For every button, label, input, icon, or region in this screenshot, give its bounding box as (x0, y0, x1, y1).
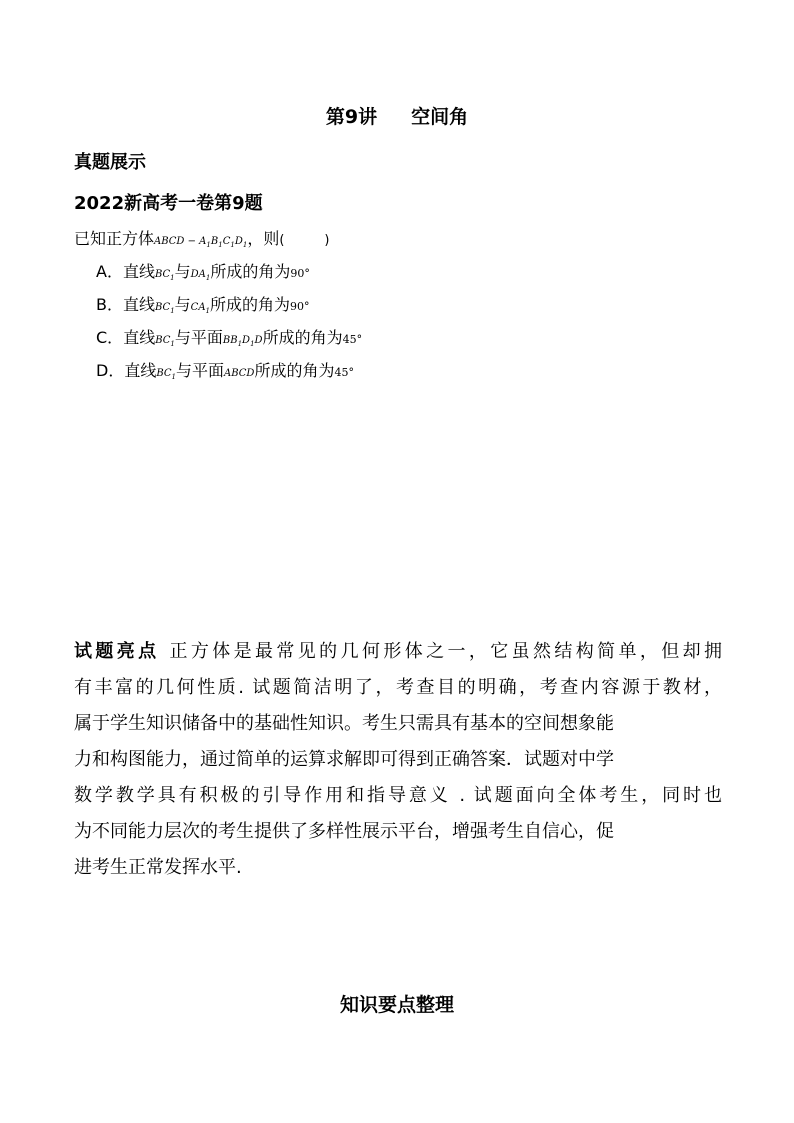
section-heading-knowledge: 知识要点整理 (339, 994, 454, 1016)
option-b: B．直线$BC_1$与$CA_1$所成的角为90° (96, 295, 310, 315)
option-letter: D． (96, 361, 125, 380)
angle-value: 90° (290, 267, 310, 280)
section-heading-real-exam: 真题展示 (74, 152, 146, 173)
math-line-da1: $DA_1$ (190, 269, 211, 282)
math-plane-abcd: ABCD (224, 368, 255, 379)
highlights-label: 试题亮点 (74, 641, 160, 662)
option-letter: A． (96, 262, 123, 281)
highlights-line: 试题亮点 正方体是最常见的几何形体之一，它虽然结构简单，但却拥 (74, 641, 723, 662)
highlights-line: 有丰富的几何性质. 试题简洁明了，考查目的明确，考查内容源于教材， (74, 677, 722, 698)
option-letter: C． (96, 328, 124, 347)
highlights-line: 属于学生知识储备中的基础性知识。考生只需具有基本的空间想象能 (74, 713, 614, 734)
math-line-bc1: $BC_1$ (155, 335, 175, 348)
option-letter: B． (96, 295, 123, 314)
math-line-bc1: $BC_1$ (154, 269, 175, 282)
lecture-topic: 空间角 (411, 106, 469, 128)
highlights-line: 力和构图能力，通过简单的运算求解即可得到正确答案．试题对中学 (74, 749, 614, 770)
highlights-line: 数学教学具有积极的引导作用和指导意义 . 试题面向全体考生，同时也 (74, 785, 722, 806)
angle-value: 45° (334, 366, 354, 379)
math-line-bc1: $BC_1$ (156, 368, 176, 381)
math-plane-bb1d1d: $BB_1D_1D$ (222, 335, 263, 348)
option-a: A．直线$BC_1$与$DA_1$所成的角为90° (96, 262, 310, 282)
lecture-number: 第9讲 (325, 106, 378, 128)
highlights-line: 进考生正常发挥水平. (74, 857, 242, 878)
option-d: D．直线$BC_1$与平面ABCD所成的角为45° (96, 361, 354, 381)
math-line-bc1: $BC_1$ (155, 302, 175, 315)
angle-value: 90° (290, 300, 310, 313)
highlights-paragraph (74, 634, 722, 886)
page-title (0, 102, 794, 129)
question-stem (74, 226, 330, 249)
question-stem-suffix: ，则 (247, 229, 280, 248)
question-stem-prefix: 已知正方体 (74, 229, 155, 248)
highlights-line: 为不同能力层次的考生提供了多样性展示平台，增强考生自信心，促 (74, 821, 614, 842)
cube-name: ABCD − $A_1B_1C_1D_1$ (154, 236, 248, 249)
option-c: C．直线$BC_1$与平面$BB_1D_1D$所成的角为45° (96, 328, 363, 348)
angle-value: 45° (342, 333, 363, 346)
math-line-ca1: $CA_1$ (190, 302, 211, 315)
exam-source-heading: 2022新高考一卷第9题 (74, 193, 263, 214)
answer-parentheses: ( ) (279, 233, 330, 248)
